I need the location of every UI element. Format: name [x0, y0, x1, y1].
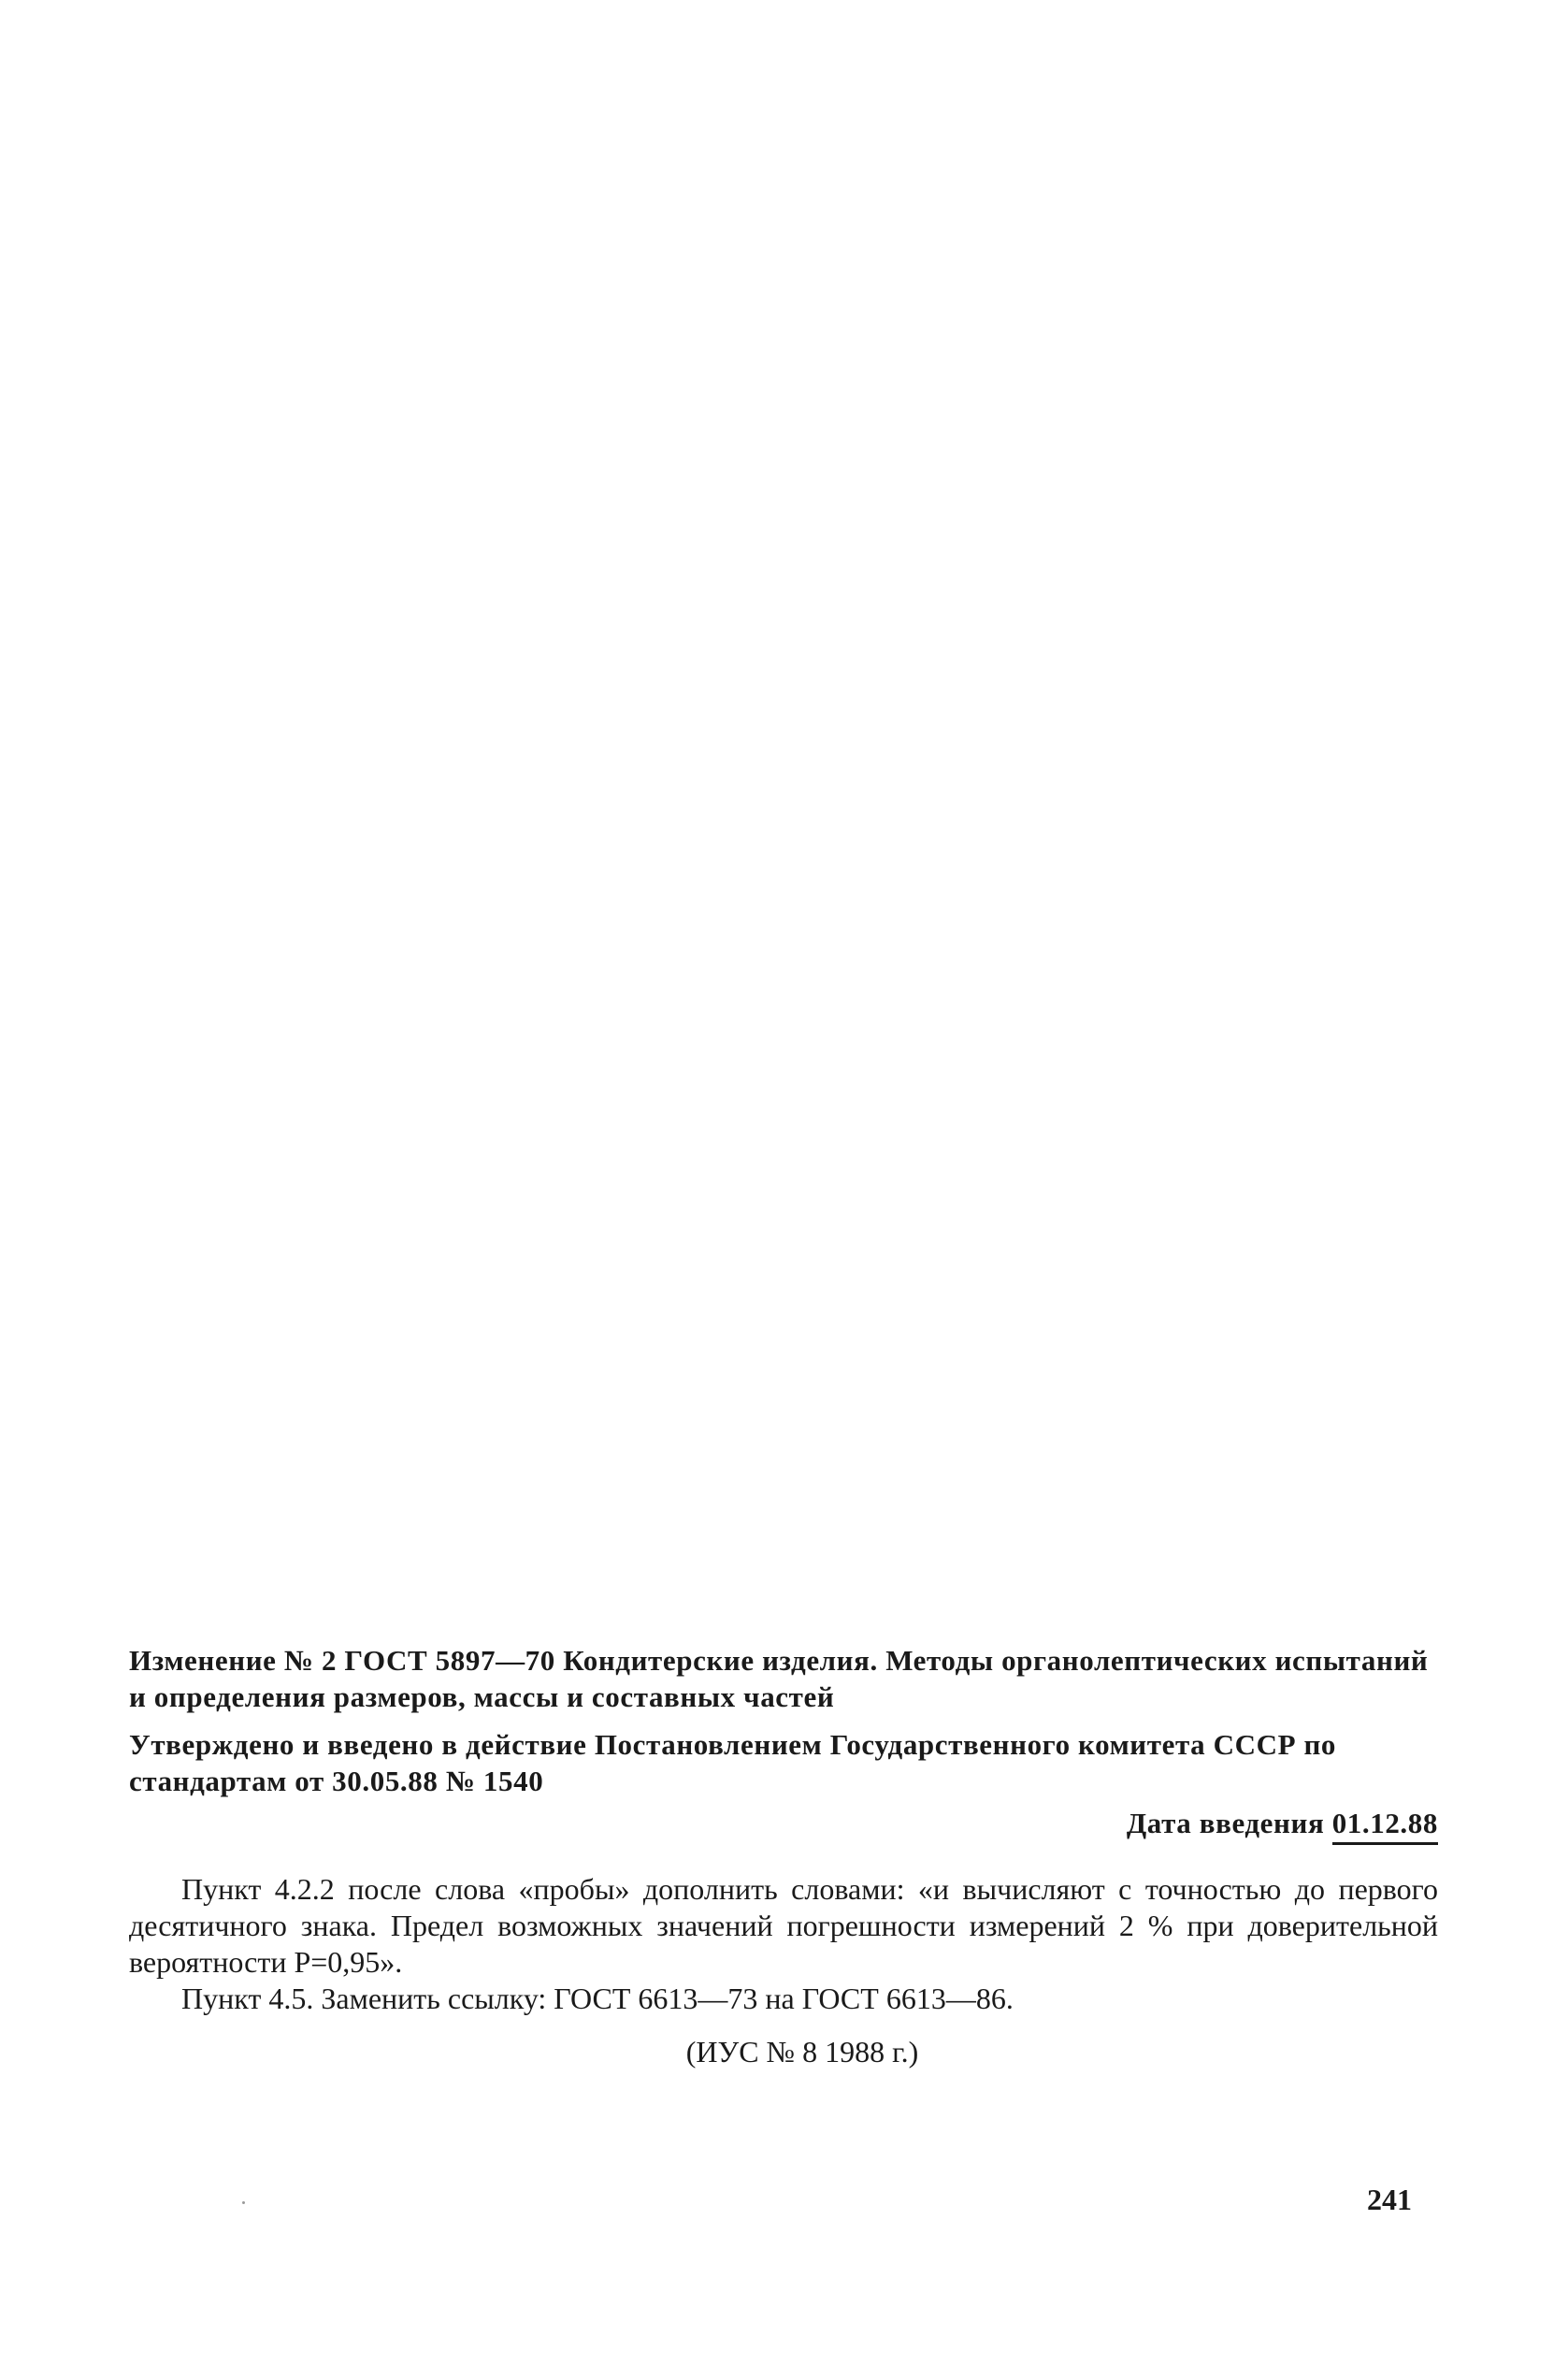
amendment-paragraph-1: Пункт 4.2.2 после слова «пробы» дополнить словами: «и вычисляют с точностью до первого десятичного знака. Предел возможных значений погрешности измерений 2 % при доверительной вероятности P=0,95». [129, 1872, 1438, 1979]
introduction-date [1127, 1805, 1438, 1841]
scan-speck [242, 2201, 245, 2204]
introduction-date-label: Дата введения [1126, 1807, 1325, 1839]
amendment-paragraph-2: Пункт 4.5. Заменить ссылку: ГОСТ 6613—73 на ГОСТ 6613—86. [181, 1982, 1014, 2015]
source-reference: (ИУС № 8 1988 г.) [685, 2035, 919, 2068]
amendment-heading: Изменение № 2 ГОСТ 5897—70 Кондитерские изделия. Методы органолептических испытаний и определения размеров, массы и составных частей [129, 1644, 1429, 1713]
approval-statement: Утверждено и введено в действие Постановлением Государственного комитета СССР по стандартам от 30.05.88 № 1540 [129, 1728, 1337, 1797]
amendment-block [129, 1642, 1438, 2070]
page-number: 241 [1367, 2183, 1412, 2216]
introduction-date-value: 01.12.88 [1332, 1807, 1438, 1845]
introduction-date-row [129, 1805, 1438, 1841]
